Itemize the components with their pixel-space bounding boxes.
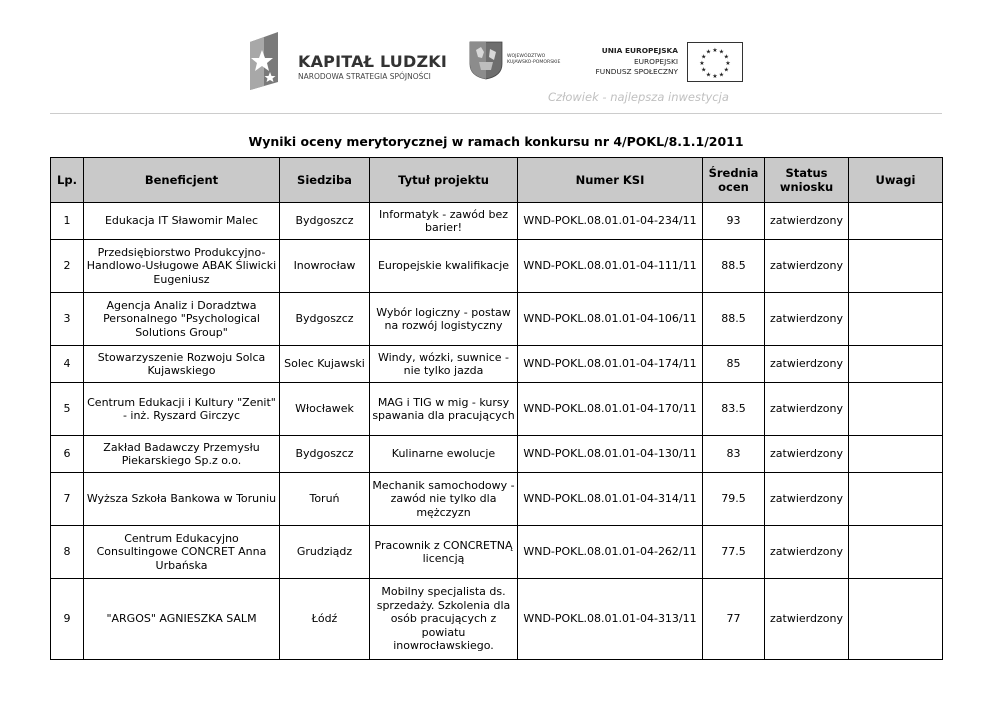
region-line-1: WOJEWÓDZTWO <box>507 54 546 59</box>
cell-beneficjent: Agencja Analiz i Doradztwa Personalnego "Psychological Solutions Group" <box>84 293 280 346</box>
cell-uwagi <box>849 293 943 346</box>
cell-tytul: Mechanik samochodowy - zawód nie tylko dla mężczyzn <box>370 473 518 526</box>
table-header-row <box>51 158 943 203</box>
eu-logo <box>590 40 750 84</box>
cell-srednia: 79.5 <box>703 473 765 526</box>
region-line-2: KUJAWSKO-POMORSKIE <box>507 60 561 65</box>
col-header-tytul: Tytuł projektu <box>370 158 518 203</box>
cell-siedziba: Grudziądz <box>280 526 370 579</box>
table-row <box>51 473 943 526</box>
eu-line-2: EUROPEJSKI <box>633 56 678 66</box>
svg-text:★: ★ <box>701 66 707 74</box>
col-header-beneficjent: Beneficjent <box>84 158 280 203</box>
cell-status: zatwierdzony <box>765 579 849 660</box>
cell-lp: 7 <box>51 473 84 526</box>
cell-ksi: WND-POKL.08.01.01-04-314/11 <box>518 473 703 526</box>
cell-status: zatwierdzony <box>765 526 849 579</box>
table-row <box>51 579 943 660</box>
svg-text:★: ★ <box>699 60 705 67</box>
kapital-ludzki-emblem-icon <box>248 32 286 92</box>
cell-uwagi <box>849 346 943 383</box>
region-logo <box>469 40 579 84</box>
cell-tytul: MAG i TIG w mig - kursy spawania dla pracujących <box>370 383 518 436</box>
cell-status: zatwierdzony <box>765 203 849 240</box>
cell-beneficjent: Zakład Badawczy Przemysłu Piekarskiego Sp.z o.o. <box>84 436 280 473</box>
cell-srednia: 83.5 <box>703 383 765 436</box>
cell-tytul: Europejskie kwalifikacje <box>370 240 518 293</box>
cell-ksi: WND-POKL.08.01.01-04-174/11 <box>518 346 703 383</box>
document-title: Wyniki oceny merytorycznej w ramach konkursu nr 4/POKL/8.1.1/2011 <box>248 134 744 149</box>
table-row <box>51 240 943 293</box>
svg-text:★: ★ <box>705 71 712 79</box>
col-header-ksi: Numer KSI <box>518 158 703 203</box>
cell-siedziba: Łódź <box>280 579 370 660</box>
cell-srednia: 83 <box>703 436 765 473</box>
cell-beneficjent: Centrum Edukacyjno Consultingowe CONCRET Anna Urbańska <box>84 526 280 579</box>
svg-text:★: ★ <box>723 66 729 74</box>
cell-siedziba: Toruń <box>280 473 370 526</box>
cell-siedziba: Bydgoszcz <box>280 203 370 240</box>
col-header-status: Status wniosku <box>765 158 849 203</box>
cell-lp: 8 <box>51 526 84 579</box>
kl-title: KAPITAŁ LUDZKI <box>298 52 448 71</box>
cell-siedziba: Solec Kujawski <box>280 346 370 383</box>
cell-tytul: Pracownik z CONCRETNĄ licencją <box>370 526 518 579</box>
cell-ksi: WND-POKL.08.01.01-04-262/11 <box>518 526 703 579</box>
cell-lp: 5 <box>51 383 84 436</box>
cell-uwagi <box>849 203 943 240</box>
slogan: Człowiek - najlepsza inwestycja <box>548 90 729 104</box>
document-header <box>0 0 992 110</box>
svg-text:★: ★ <box>712 73 718 80</box>
cell-beneficjent: Stowarzyszenie Rozwoju Solca Kujawskiego <box>84 346 280 383</box>
cell-ksi: WND-POKL.08.01.01-04-111/11 <box>518 240 703 293</box>
eu-text <box>590 46 678 78</box>
cell-status: zatwierdzony <box>765 240 849 293</box>
cell-lp: 1 <box>51 203 84 240</box>
table-row <box>51 436 943 473</box>
svg-text:★: ★ <box>705 48 712 56</box>
cell-beneficjent: Przedsiębiorstwo Produkcyjno-Handlowo-Usługowe ABAK Śliwicki Eugeniusz <box>84 240 280 293</box>
cell-ksi: WND-POKL.08.01.01-04-234/11 <box>518 203 703 240</box>
cell-uwagi <box>849 240 943 293</box>
cell-ksi: WND-POKL.08.01.01-04-313/11 <box>518 579 703 660</box>
svg-text:★: ★ <box>701 53 707 61</box>
cell-siedziba: Bydgoszcz <box>280 293 370 346</box>
col-header-srednia: Średnia ocen <box>703 158 765 203</box>
cell-srednia: 85 <box>703 346 765 383</box>
cell-siedziba: Bydgoszcz <box>280 436 370 473</box>
cell-uwagi <box>849 473 943 526</box>
cell-siedziba: Włocławek <box>280 383 370 436</box>
cell-srednia: 88.5 <box>703 293 765 346</box>
cell-status: zatwierdzony <box>765 436 849 473</box>
cell-uwagi <box>849 436 943 473</box>
svg-text:★: ★ <box>712 47 718 54</box>
cell-tytul: Informatyk - zawód bez barier! <box>370 203 518 240</box>
cell-status: zatwierdzony <box>765 346 849 383</box>
cell-beneficjent: "ARGOS" AGNIESZKA SALM <box>84 579 280 660</box>
cell-srednia: 77 <box>703 579 765 660</box>
table-row <box>51 293 943 346</box>
cell-beneficjent: Edukacja IT Sławomir Malec <box>84 203 280 240</box>
header-divider <box>50 113 942 114</box>
table-row <box>51 383 943 436</box>
cell-lp: 3 <box>51 293 84 346</box>
cell-tytul: Mobilny specjalista ds. sprzedaży. Szkolenia dla osób pracujących z powiatu inowrocławskiego. <box>370 579 518 660</box>
cell-uwagi <box>849 383 943 436</box>
cell-status: zatwierdzony <box>765 383 849 436</box>
svg-text:★: ★ <box>718 71 725 79</box>
eu-line-3: FUNDUSZ SPOŁECZNY <box>595 67 678 76</box>
cell-beneficjent: Wyższa Szkoła Bankowa w Toruniu <box>84 473 280 526</box>
eu-stars-icon <box>688 43 742 81</box>
cell-ksi: WND-POKL.08.01.01-04-106/11 <box>518 293 703 346</box>
eu-flag <box>687 42 743 82</box>
region-text <box>507 54 560 66</box>
col-header-uwagi: Uwagi <box>849 158 943 203</box>
col-header-lp: Lp. <box>51 158 84 203</box>
cell-srednia: 93 <box>703 203 765 240</box>
results-table <box>50 157 943 660</box>
cell-tytul: Windy, wózki, suwnice - nie tylko jazda <box>370 346 518 383</box>
table-row <box>51 203 943 240</box>
kl-subtitle: NARODOWA STRATEGIA SPÓJNOŚCI <box>298 72 431 81</box>
cell-beneficjent: Centrum Edukacji i Kultury "Zenit" - inż. Ryszard Girczyc <box>84 383 280 436</box>
cell-tytul: Wybór logiczny - postaw na rozwój logistyczny <box>370 293 518 346</box>
region-crest-icon <box>469 40 503 80</box>
cell-lp: 4 <box>51 346 84 383</box>
cell-tytul: Kulinarne ewolucje <box>370 436 518 473</box>
col-header-siedziba: Siedziba <box>280 158 370 203</box>
table-row <box>51 346 943 383</box>
table-row <box>51 526 943 579</box>
svg-text:★: ★ <box>718 48 725 56</box>
svg-text:★: ★ <box>725 60 731 67</box>
cell-uwagi <box>849 579 943 660</box>
svg-text:★: ★ <box>723 53 729 61</box>
kapital-ludzki-logo <box>248 32 448 92</box>
cell-srednia: 88.5 <box>703 240 765 293</box>
cell-srednia: 77.5 <box>703 526 765 579</box>
eu-line-1: UNIA EUROPEJSKA <box>601 46 678 55</box>
cell-status: zatwierdzony <box>765 293 849 346</box>
cell-lp: 6 <box>51 436 84 473</box>
cell-siedziba: Inowrocław <box>280 240 370 293</box>
cell-lp: 2 <box>51 240 84 293</box>
cell-uwagi <box>849 526 943 579</box>
cell-lp: 9 <box>51 579 84 660</box>
cell-ksi: WND-POKL.08.01.01-04-170/11 <box>518 383 703 436</box>
cell-ksi: WND-POKL.08.01.01-04-130/11 <box>518 436 703 473</box>
cell-status: zatwierdzony <box>765 473 849 526</box>
